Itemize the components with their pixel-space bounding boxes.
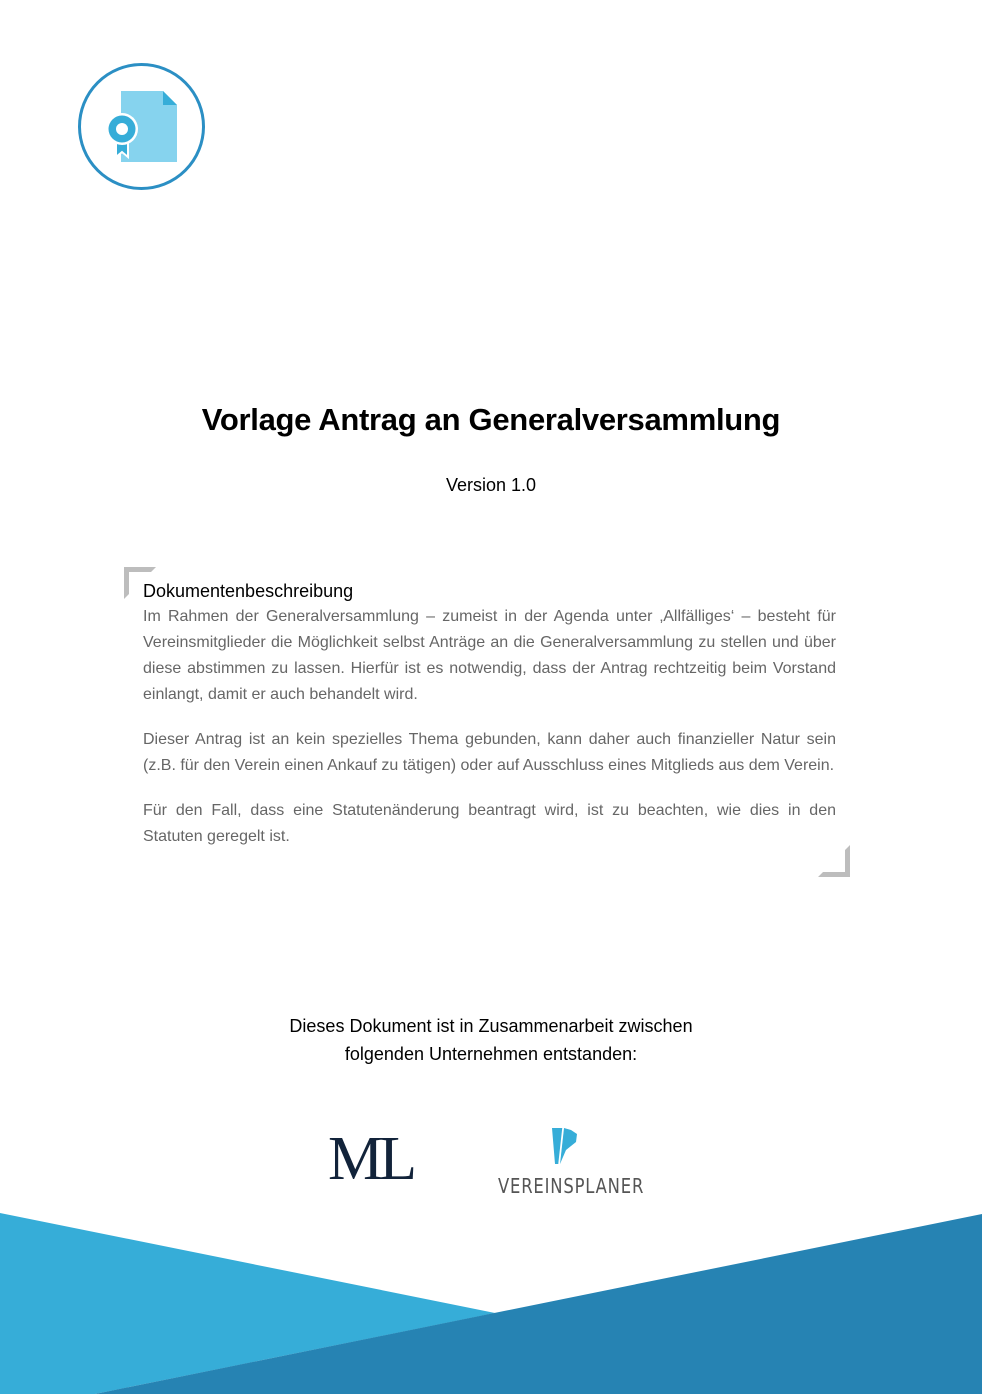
collaboration-note: [0, 1012, 982, 1068]
vereinsplaner-logo: [498, 1128, 648, 1198]
description-paragraph: Dieser Antrag ist an kein spezielles Thema gebunden, kann daher auch finanzieller Natur sein (z.B. für den Verein einen Ankauf zu tätigen) oder auf Ausschluss eines Mitglieds aus dem Verein.: [143, 731, 836, 774]
description-heading: Dokumentenbeschreibung: [143, 581, 354, 601]
document-description: [143, 580, 836, 869]
footer-decoration: [0, 1200, 982, 1394]
vereinsplaner-wordmark: VEREINSPLANER: [498, 1174, 645, 1198]
description-paragraph: Für den Fall, dass eine Statutenänderung beantragt wird, ist zu beachten, wie dies in den Statuten geregelt ist.: [143, 802, 836, 845]
collaboration-line-2: folgenden Unternehmen entstanden:: [344, 1044, 638, 1064]
collaboration-line-1: Dieses Dokument ist in Zusammenarbeit zwischen: [289, 1016, 693, 1036]
ml-logo: ML: [328, 1125, 413, 1193]
document-title: Vorlage Antrag an Generalversammlung: [201, 402, 781, 437]
vereinsplaner-mark-icon: [498, 1128, 648, 1174]
description-paragraph: Im Rahmen der Generalversammlung – zumeist in der Agenda unter ‚Allfälliges‘ – besteht für Vereinsmitglieder die Möglichkeit selbst Anträge an die Generalversammlung zu stellen und über diese abstimmen zu lassen. Hierfür ist es notwendig, dass der Antrag rechtzeitig beim Vorstand einlangt, damit er auch behandelt wird.: [143, 608, 836, 703]
document-version: Version 1.0: [445, 475, 537, 495]
certificate-document-icon: [77, 62, 206, 191]
